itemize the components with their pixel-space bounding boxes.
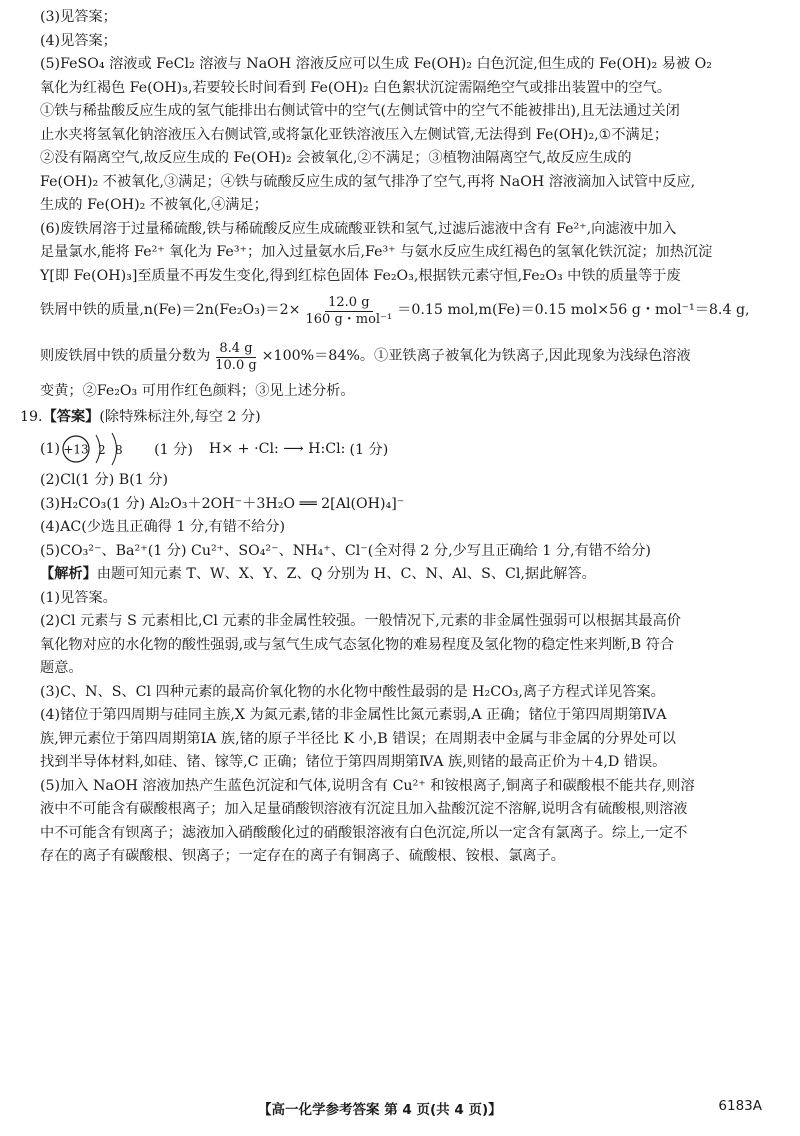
document-code: 6183A [718, 1098, 762, 1114]
equation-text: ×100%＝84%。①亚铁离子被氧化为铁离子,因此现象为浅绿色溶液 [261, 348, 691, 365]
q18-item-6-line: Y[即 Fe(OH)₃]至质量不再发生变化,得到红棕色固体 Fe₂O₃,根据铁元素守恒,Fe₂O₃ 中铁的质量等于废 [40, 267, 681, 284]
fraction [303, 295, 396, 328]
analysis-4-line: 找到半导体材料,如硅、锗、镓等,C 正确；锗位于第四周期第ⅣA 族,则锗的最高正价为＋4,D 错误。 [40, 754, 667, 770]
analysis-2-line: 氧化物对应的水化物的酸性强弱,或与氢气生成气态氢化物的难易程度及氢化物的稳定性来判断,B 符合 [40, 636, 675, 653]
page-footer [0, 1092, 800, 1122]
aluminum-atom-structure-diagram [60, 430, 152, 468]
q19-answer-2: (2)Cl(1 分) B(1 分) [40, 472, 169, 488]
shell-count: 2 [98, 443, 106, 457]
footer-title: 【高一化学参考答案 第 4 页(共 4 页)】 [258, 1102, 502, 1118]
analysis-5-line: 存在的离子有碳酸根、钡离子；一定存在的离子有铜离子、硫酸根、铵根、氯离子。 [40, 848, 565, 864]
q19-analysis-header [20, 563, 770, 587]
q19-section [20, 406, 770, 869]
analysis-4-line: 族,钾元素位于第四周期第ⅠA 族,锗的原子半径比 K 小,B 错误；在周期表中金属与非金属的分界处可以 [40, 730, 676, 747]
q18-item-5-line: 止水夹将氢氧化钠溶液压入右侧试管,或将氯化亚铁溶液压入左侧试管,无法得到 Fe(OH)₂,①不满足； [40, 126, 669, 143]
points-note: (1 分) [349, 442, 389, 458]
equation-text: ＝0.15 mol,m(Fe)＝0.15 mol×56 g・mol⁻¹＝8.4 g, [397, 302, 750, 319]
q19-answer-1 [20, 429, 770, 469]
fraction-numerator: 12.0 g [325, 295, 372, 312]
q19-answer-5: (5)CO₃²⁻、Ba²⁺(1 分) Cu²⁺、SO₄²⁻、NH₄⁺、Cl⁻(全对得 2 分,少写且正确给 1 分,有错不给分) [40, 542, 651, 559]
fraction-numerator: 8.4 g [216, 341, 255, 358]
analysis-2-line: 题意。 [40, 660, 83, 676]
analysis-5-line: 液中不可能含有碳酸根离子；加入足量硝酸钡溶液有沉淀且加入盐酸沉淀不溶解,说明含有硫酸根,则溶液 [40, 801, 688, 817]
q18-item-5-line: Fe(OH)₂ 不被氧化,③满足；④铁与硫酸反应生成的氢气排净了空气,再将 NaOH 溶液滴加入试管中反应, [40, 173, 696, 190]
answer-note: (除特殊标注外,每空 2 分) [99, 408, 261, 425]
analysis-5-line: 中不可能含有钡离子；滤液加入硝酸酸化过的硝酸银溶液有白色沉淀,所以一定含有氯离子。综上,一定不 [40, 824, 688, 841]
q19-answer-4: (4)AC(少选且正确得 1 分,有错不给分) [40, 519, 286, 535]
analysis-3: (3)C、N、S、Cl 四种元素的最高价氧化物的水化物中酸性最弱的是 H₂CO₃,离子方程式详见答案。 [40, 683, 665, 700]
q18-item-6-line: 足量氯水,能将 Fe²⁺ 氧化为 Fe³⁺；加入过量氨水后,Fe³⁺ 与氨水反应生成红褐色的氢氧化铁沉淀；加热沉淀 [40, 244, 713, 260]
q18-item-5-line: 氧化为红褐色 Fe(OH)₃,若要较长时间看到 Fe(OH)₂ 白色絮状沉淀需隔绝空气或排出装置中的空气。 [40, 79, 672, 96]
mass-fraction-equation [40, 334, 770, 380]
q18-item-6-line: (6)废铁屑溶于过量稀硫酸,铁与稀硫酸反应生成硫酸亚铁和氢气,过滤后滤液中含有 Fe²⁺,向滤液中加入 [40, 220, 677, 237]
q18-item-5-line: ②没有隔离空气,故反应生成的 Fe(OH)₂ 会被氧化,②不满足；③植物油隔离空气,故反应生成的 [40, 150, 632, 166]
answer-label: 【答案】 [42, 408, 100, 425]
q19-answer-header [20, 406, 770, 430]
q18-item-5-line: (5)FeSO₄ 溶液或 FeCl₂ 溶液与 NaOH 溶液反应可以生成 Fe(OH)₂ 白色沉淀,但生成的 Fe(OH)₂ 易被 O₂ [40, 56, 712, 72]
q18-item-3: (3)见答案； [40, 9, 117, 25]
shell-count: 8 [115, 443, 123, 457]
q18-item-5-line: ①铁与稀盐酸反应生成的氢气能排出右侧试管中的空气(左侧试管中的空气不能被排出),且无法通过关闭 [40, 103, 680, 119]
iron-mass-equation [40, 288, 770, 334]
fraction [212, 341, 259, 374]
nucleus-charge: +13 [63, 442, 89, 457]
analysis-intro: 由题可知元素 T、W、X、Y、Z、Q 分别为 H、C、N、Al、S、Cl,据此解答。 [96, 566, 596, 582]
q19-answer-3: (3)H₂CO₃(1 分) Al₂O₃＋2OH⁻＋3H₂O ══ 2[Al(OH)₄]⁻ [40, 495, 405, 512]
analysis-5-line: (5)加入 NaOH 溶液加热产生蓝色沉淀和气体,说明含有 Cu²⁺ 和铵根离子,铜离子和碳酸根不能共存,则溶 [40, 777, 695, 794]
q18-item-4: (4)见答案； [40, 32, 117, 49]
analysis-1: (1)见答案。 [40, 589, 117, 606]
q18-item-5-line: 生成的 Fe(OH)₂ 不被氧化,④满足； [40, 197, 268, 213]
equation-text: 则废铁屑中铁的质量分数为 [40, 348, 211, 365]
answer-page [20, 6, 770, 869]
answer-index: (1) [40, 441, 61, 457]
fraction-denominator: 160 g・mol⁻¹ [305, 311, 393, 327]
analysis-2-line: (2)Cl 元素与 S 元素相比,Cl 元素的非金属性较强。一般情况下,元素的非金属性强弱可以根据其最高价 [40, 613, 681, 629]
equation-text: 铁屑中铁的质量,n(Fe)＝2n(Fe₂O₃)＝2× [40, 302, 301, 319]
q18-section [40, 6, 770, 404]
points-note: (1 分) [154, 442, 193, 458]
question-number: 19. [20, 408, 43, 425]
analysis-label: 【解析】 [40, 566, 97, 582]
q18-item-6-line: 变黄；②Fe₂O₃ 可用作红色颜料；③见上述分析。 [40, 383, 355, 399]
analysis-4-line: (4)锗位于第四周期与硅同主族,X 为氮元素,锗的非金属性比氮元素弱,A 正确；锗位于第四周期第ⅣA [40, 707, 667, 723]
electron-formula: H× + ·Cl: ⟶ H:Cl: [208, 441, 346, 457]
fraction-denominator: 10.0 g [215, 357, 257, 373]
